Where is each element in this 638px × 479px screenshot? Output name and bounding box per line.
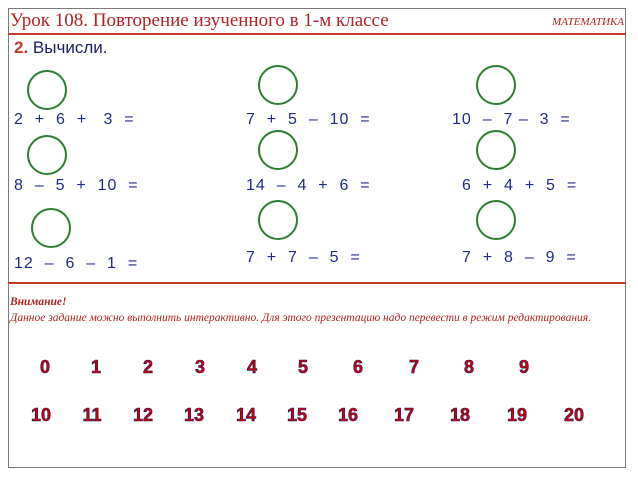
number-tile[interactable]: 1	[90, 357, 101, 377]
number-tile[interactable]: 3	[194, 357, 205, 377]
number-tile[interactable]: 16	[337, 405, 359, 425]
expression: 10 – 7 – 3 =	[452, 111, 571, 128]
expression: 7 + 8 – 9 =	[462, 249, 577, 266]
answer-circle[interactable]	[476, 130, 516, 170]
expression: 7 + 5 – 10 =	[246, 111, 371, 128]
lesson-title: Урок 108. Повторение изученного в 1-м классе	[10, 10, 389, 31]
task-number: 2.	[14, 38, 29, 57]
expression: 14 – 4 + 6 =	[246, 177, 371, 194]
answer-circle[interactable]	[258, 200, 298, 240]
answer-circle[interactable]	[258, 130, 298, 170]
expression: 8 – 5 + 10 =	[14, 177, 139, 194]
number-tile[interactable]: 4	[246, 357, 257, 377]
answer-circle[interactable]	[31, 208, 71, 248]
expression: 6 + 4 + 5 =	[462, 177, 578, 194]
note-heading: Внимание!	[10, 296, 67, 308]
expression: 12 – 6 – 1 =	[14, 255, 139, 272]
number-tile[interactable]: 18	[449, 405, 471, 425]
answer-circle[interactable]	[27, 70, 67, 110]
answer-circle[interactable]	[476, 65, 516, 105]
number-tile[interactable]: 19	[506, 405, 528, 425]
answer-circle[interactable]	[258, 65, 298, 105]
number-tile[interactable]: 9	[518, 357, 529, 377]
number-tile[interactable]: 6	[352, 357, 363, 377]
title-divider	[8, 33, 626, 35]
number-tile[interactable]: 8	[463, 357, 474, 377]
number-tile[interactable]: 10	[30, 405, 52, 425]
slide-frame	[8, 8, 626, 468]
section-divider	[8, 282, 626, 284]
note	[10, 294, 610, 326]
task-heading	[14, 38, 107, 58]
number-tile[interactable]: 17	[393, 405, 415, 425]
number-tile[interactable]: 14	[235, 405, 257, 425]
task-text: Вычисли.	[32, 38, 108, 57]
number-tile[interactable]: 12	[132, 405, 154, 425]
answer-circle[interactable]	[476, 200, 516, 240]
answer-circle[interactable]	[27, 135, 67, 175]
number-tile[interactable]: 2	[142, 357, 153, 377]
number-tile[interactable]: 0	[39, 357, 50, 377]
note-body: Данное задание можно выполнить интерактивно. Для этого презентацию надо перевести в режим редактирования.	[10, 312, 591, 324]
number-tile[interactable]: 11	[82, 405, 102, 425]
number-tile[interactable]: 13	[183, 405, 205, 425]
expression: 7 + 7 – 5 =	[246, 249, 361, 266]
number-tile[interactable]: 7	[408, 357, 419, 377]
number-tile[interactable]: 20	[563, 405, 585, 425]
subject-label: МАТЕМАТИКА	[552, 16, 624, 28]
expression: 2 + 6 + 3 =	[14, 111, 135, 128]
number-tile[interactable]: 5	[297, 357, 308, 377]
number-tile[interactable]: 15	[286, 405, 308, 425]
